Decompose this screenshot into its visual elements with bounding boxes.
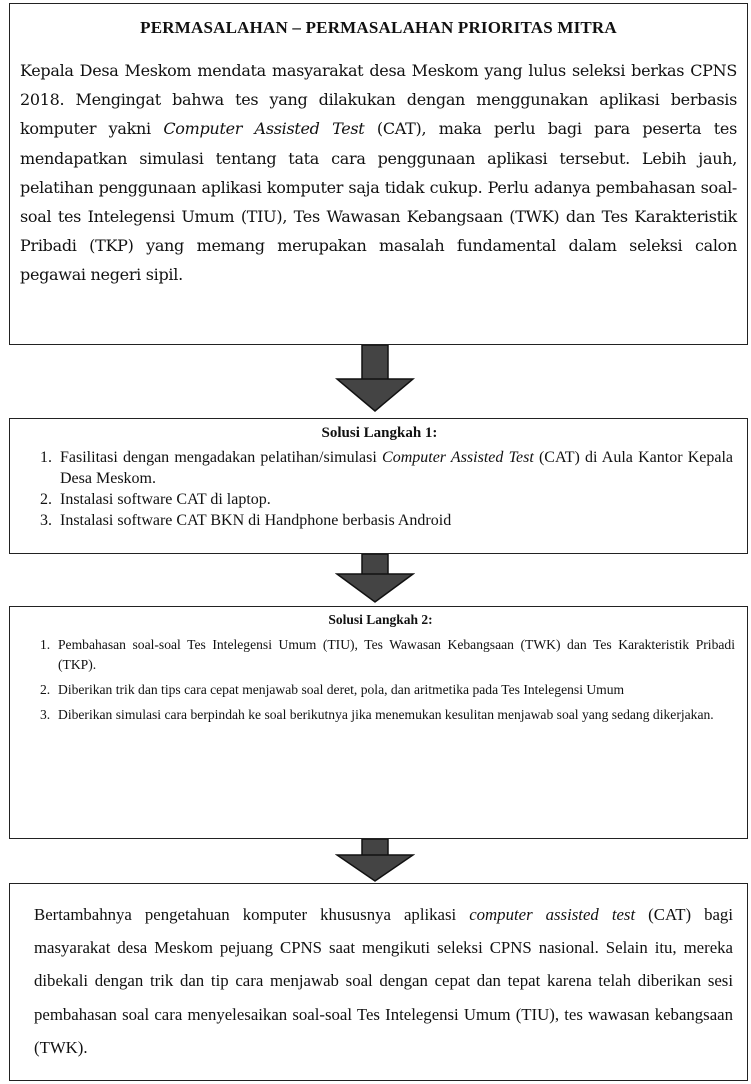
outcome-text-italic: computer assisted test xyxy=(469,905,636,924)
list-item xyxy=(26,680,735,700)
solution-step-1-box xyxy=(9,418,748,554)
problem-text-part1: Kepala Desa Meskom mendata masyarakat desa Meskom yang lulus seleksi berkas CPNS 2018. Mengingat bahwa tes yang dilakukan dengan menggunakan aplikasi berbasis komputer yakni xyxy=(20,61,737,139)
solution-step-2-box xyxy=(9,606,748,839)
problem-text-italic: Computer Assisted Test xyxy=(163,119,365,139)
problem-title: PERMASALAHAN – PERMASALAHAN PRIORITAS MITRA xyxy=(140,18,617,37)
list-item-number: 1. xyxy=(40,449,52,466)
solution-step-2-title: Solusi Langkah 2: xyxy=(328,612,433,627)
list-item-number: 3. xyxy=(40,707,51,722)
list-item xyxy=(26,447,733,489)
outcome-box xyxy=(9,883,748,1081)
list-item xyxy=(26,705,735,725)
list-item-number: 1. xyxy=(40,637,51,652)
outcome-text-part2: (CAT) bagi masyarakat desa Meskom pejuang CPNS saat mengikuti seleksi CPNS nasional. Selain itu, mereka dibekali dengan trik dan tip cara menjawab soal dengan cepat dan tepat karena telah diberikan sesi pembahasan soal cara menyelesaikan soal-soal Tes Intelegensi Umum (TIU), tes wawasan kebangsaan (TWK). xyxy=(34,905,733,1057)
list-item-italic: Computer Assisted Test xyxy=(382,449,534,466)
list-item-number: 3. xyxy=(40,512,52,529)
list-item-number: 2. xyxy=(40,682,51,697)
list-item xyxy=(26,635,735,675)
list-item xyxy=(26,489,733,510)
list-item-text-2: (CAT) di Aula Kantor Kepala Desa Meskom. xyxy=(60,449,734,487)
down-arrow-1 xyxy=(335,345,415,413)
list-item-text: Fasilitasi dengan mengadakan pelatihan/simulasi xyxy=(60,449,383,466)
outcome-text-part1: Bertambahnya pengetahuan komputer khususnya aplikasi xyxy=(34,905,470,924)
solution-step-1-list xyxy=(26,447,733,531)
down-arrow-3 xyxy=(335,839,415,883)
outcome-text xyxy=(34,898,733,1064)
list-item-number: 2. xyxy=(40,491,52,508)
list-item-text: Pembahasan soal-soal Tes Intelegensi Umum (TIU), Tes Wawasan Kebangsaan (TWK) dan Tes Karakteristik Pribadi (TKP). xyxy=(58,637,735,672)
problem-text xyxy=(20,56,737,290)
list-item-text: Instalasi software CAT BKN di Handphone berbasis Android xyxy=(60,512,452,529)
list-item-text: Instalasi software CAT di laptop. xyxy=(60,491,271,508)
list-item-text: Diberikan simulasi cara berpindah ke soal berikutnya jika menemukan kesulitan menjawab soal yang sedang dikerjakan. xyxy=(58,707,714,722)
problem-box xyxy=(9,3,748,345)
list-item-text: Diberikan trik dan tips cara cepat menjawab soal deret, pola, dan aritmetika pada Tes Intelegensi Umum xyxy=(58,682,625,697)
problem-text-part2: (CAT), maka perlu bagi para peserta tes mendapatkan simulasi tentang tata cara penggunaan aplikasi tersebut. Lebih jauh, pelatihan penggunaan aplikasi komputer saja tidak cukup. Perlu adanya pembahasan soal-soal tes Intelegensi Umum (TIU), Tes Wawasan Kebangsaan (TWK) dan Tes Karakteristik Pribadi (TKP) yang memang merupakan masalah fundamental dalam seleksi calon pegawai negeri sipil. xyxy=(20,119,737,285)
solution-step-2-list xyxy=(26,635,735,725)
list-item xyxy=(26,510,733,531)
down-arrow-2 xyxy=(335,554,415,604)
solution-step-1-title: Solusi Langkah 1: xyxy=(321,425,438,441)
